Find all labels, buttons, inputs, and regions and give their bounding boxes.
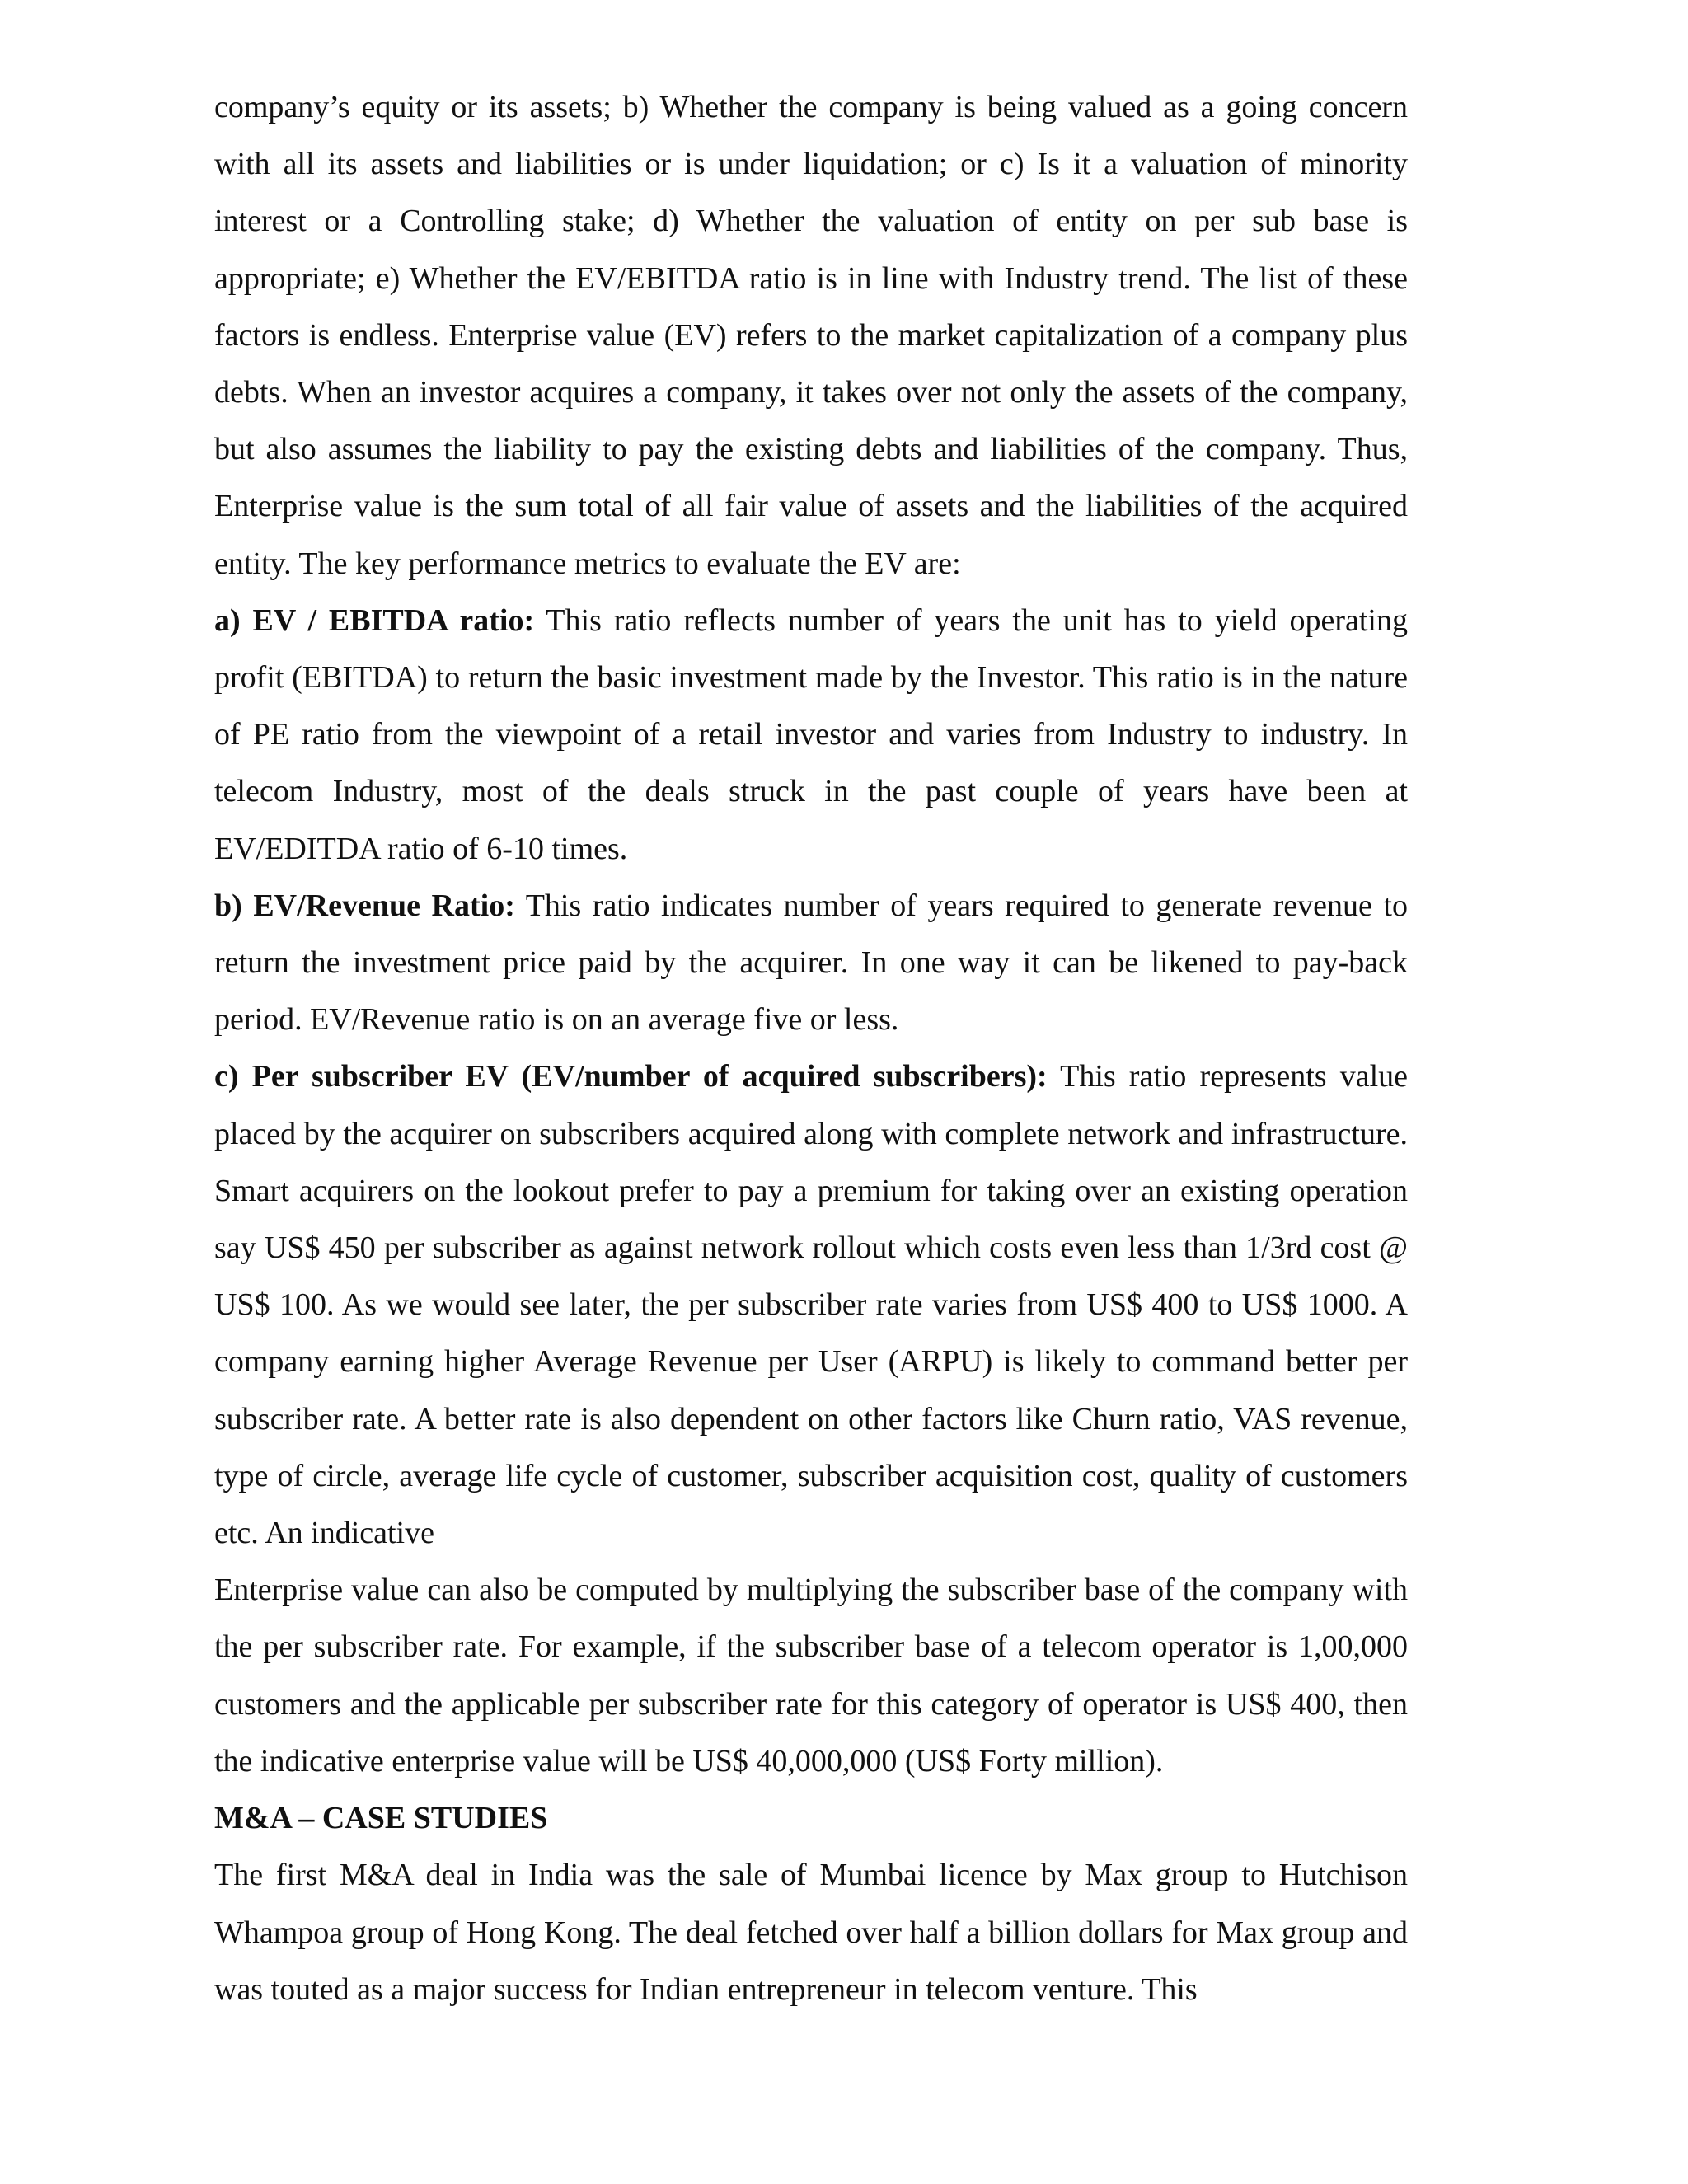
paragraph-text: company’s equity or its assets; b) Whether the company is being valued as a going concern with all its assets and liabilities or is under liquidation; or c) Is it a valuation of minority interest or a Controlling stake; d) Whether the valuation of entity on per sub base is appropriate; e) Whether the EV/EBITDA ratio is in line with Industry trend. The list of these factors is endless. Enterprise value (EV) refers to the market capitalization of a company plus debts. When an investor acquires a company, it takes over not only the assets of the company, but also assumes the liability to pay the existing debts and liabilities of the company. Thus, Enterprise value is the sum total of all fair value of assets and the liabilities of the acquired entity. The key performance metrics to evaluate the EV are: [214,90,1408,581]
inline-heading-ev-revenue: b) EV/Revenue Ratio: [214,888,515,923]
paragraph-per-subscriber-ev [214,1048,1408,1562]
paragraph-ev-revenue [214,878,1408,1049]
paragraph-text: This ratio reflects number of years the unit has to yield operating profit (EBITDA) to return the basic investment made by the Investor. This ratio is in the nature of PE ratio from the viewpoint of a retail investor and varies from Industry to industry. In telecom Industry, most of the deals struck in the past couple of years have been at EV/EDITDA ratio of 6-10 times. [214,602,1408,866]
paragraph-text: This ratio indicates number of years required to generate revenue to return the investment price paid by the acquirer. In one way it can be likened to pay-back period. EV/Revenue ratio is on an average five or less. [214,888,1408,1038]
document-page [214,79,1408,2018]
section-heading-case-studies: M&A – CASE STUDIES [214,1801,548,1836]
paragraph-text: This ratio represents value placed by the acquirer on subscribers acquired along with complete network and infrastructure. Smart acquirers on the lookout prefer to pay a premium for taking over an existing operation say US$ 450 per subscriber as against network rollout which costs even less than 1/3rd cost @ US$ 100. As we would see later, the per subscriber rate varies from US$ 400 to US$ 1000. A company earning higher Average Revenue per User (ARPU) is likely to command better per subscriber rate. A better rate is also dependent on other factors like Churn ratio, VAS revenue, type of circle, average life cycle of customer, subscriber acquisition cost, quality of customers etc. An indicative [214,1059,1408,1551]
paragraph-case-study-intro [214,1847,1408,2018]
paragraph-enterprise-value-example [214,1562,1408,1790]
inline-heading-per-subscriber-ev: c) Per subscriber EV (EV/number of acquired subscribers): [214,1059,1048,1094]
paragraph-ev-ebitda [214,593,1408,878]
paragraph-text: The first M&A deal in India was the sale of Mumbai licence by Max group to Hutchison Whampoa group of Hong Kong. The deal fetched over half a billion dollars for Max group and was touted as a major success for Indian entrepreneur in telecom venture. This [214,1858,1408,2007]
paragraph-ev-intro [214,79,1408,593]
paragraph-text: Enterprise value can also be computed by multiplying the subscriber base of the company with the per subscriber rate. For example, if the subscriber base of a telecom operator is 1,00,000 customers and the applicable per subscriber rate for this category of operator is US$ 400, then the indicative enterprise value will be US$ 40,000,000 (US$ Forty million). [214,1572,1408,1779]
inline-heading-ev-ebitda: a) EV / EBITDA ratio: [214,602,535,638]
